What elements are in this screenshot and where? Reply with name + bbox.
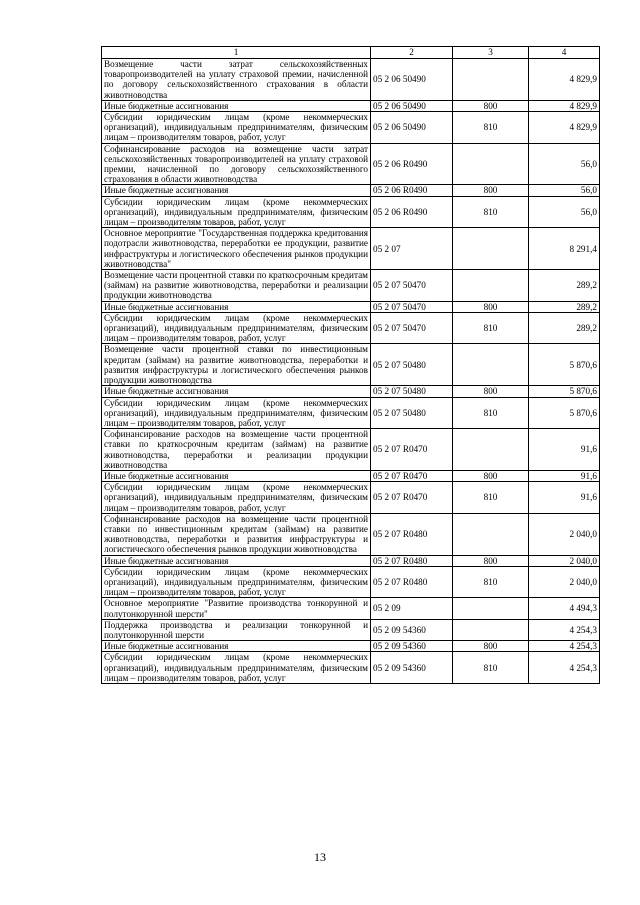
row-name: Субсидии юридическим лицам (кроме некоммерческих организаций), индивидуальным предпринимателям, физическим лицам – производителям товаров, работ, услуг [102, 397, 371, 429]
row-amount: 91,6 [529, 470, 600, 481]
row-code: 05 2 07 R0480 [371, 513, 453, 555]
row-name: Субсидии юридическим лицам (кроме некоммерческих организаций), индивидуальным предпринимателям, физическим лицам – производителям товаров, работ, услуг [102, 312, 371, 344]
row-code: 05 2 07 R0480 [371, 566, 453, 598]
row-code: 05 2 07 50470 [371, 312, 453, 344]
header-col-2: 2 [371, 47, 453, 59]
row-type: 810 [453, 566, 529, 598]
row-type: 800 [453, 555, 529, 566]
table-row [102, 386, 600, 397]
table-row [102, 344, 600, 386]
row-code: 05 2 06 50490 [371, 100, 453, 111]
row-amount: 4 254,3 [529, 641, 600, 652]
row-name: Иные бюджетные ассигнования [102, 386, 371, 397]
table-row [102, 196, 600, 228]
row-code: 05 2 07 R0470 [371, 470, 453, 481]
row-type: 810 [453, 112, 529, 144]
table-row [102, 619, 600, 640]
row-type [453, 598, 529, 619]
row-amount: 2 040,0 [529, 513, 600, 555]
header-row [102, 47, 600, 59]
row-amount: 4 829,9 [529, 112, 600, 144]
table-row [102, 100, 600, 111]
row-type [453, 59, 529, 101]
row-amount: 289,2 [529, 270, 600, 302]
table-row [102, 513, 600, 555]
table-row [102, 185, 600, 196]
table-row [102, 652, 600, 684]
row-amount: 91,6 [529, 429, 600, 471]
row-type: 810 [453, 482, 529, 514]
row-name: Софинансирование расходов на возмещение части затрат сельскохозяйственных товаропроизводителей на уплату страховой премии, начисленной по договору сельскохозяйственного страхования в области животноводства [102, 143, 371, 185]
row-code: 05 2 06 R0490 [371, 185, 453, 196]
row-code: 05 2 07 50470 [371, 301, 453, 312]
row-name: Возмещение части затрат сельскохозяйственных товаропроизводителей на уплату страховой премии, начисленной по договору сельскохозяйственного страхования в области животноводства [102, 59, 371, 101]
row-code: 05 2 07 50480 [371, 386, 453, 397]
row-amount: 56,0 [529, 143, 600, 185]
row-code: 05 2 07 [371, 228, 453, 270]
row-code: 05 2 07 50470 [371, 270, 453, 302]
table-row [102, 566, 600, 598]
row-type: 800 [453, 641, 529, 652]
row-code: 05 2 07 R0470 [371, 429, 453, 471]
table-row [102, 270, 600, 302]
row-amount: 4 254,3 [529, 619, 600, 640]
row-amount: 2 040,0 [529, 555, 600, 566]
table-body [102, 59, 600, 684]
row-amount: 91,6 [529, 482, 600, 514]
table-row [102, 397, 600, 429]
row-amount: 289,2 [529, 312, 600, 344]
table-row [102, 482, 600, 514]
table-row [102, 143, 600, 185]
table-row [102, 641, 600, 652]
row-type [453, 228, 529, 270]
row-name: Иные бюджетные ассигнования [102, 100, 371, 111]
row-type [453, 143, 529, 185]
row-amount: 4 829,9 [529, 100, 600, 111]
row-type: 810 [453, 196, 529, 228]
row-type: 800 [453, 301, 529, 312]
row-type: 810 [453, 312, 529, 344]
row-amount: 4 494,3 [529, 598, 600, 619]
row-type: 800 [453, 386, 529, 397]
row-type: 810 [453, 397, 529, 429]
row-name: Возмещение части процентной ставки по инвестиционным кредитам (займам) на развитие животноводства, переработки и развития инфраструктуры и логистического обеспечения рынков продукции животноводства [102, 344, 371, 386]
row-amount: 2 040,0 [529, 566, 600, 598]
table-row [102, 312, 600, 344]
row-code: 05 2 09 54360 [371, 652, 453, 684]
row-type [453, 270, 529, 302]
row-code: 05 2 06 50490 [371, 59, 453, 101]
row-amount: 5 870,6 [529, 344, 600, 386]
row-name: Возмещение части процентной ставки по краткосрочным кредитам (займам) на развитие животноводства, переработки и реализации продукции животноводства [102, 270, 371, 302]
row-name: Основное мероприятие "Развитие производства тонкорунной и полутонкорунной шерсти" [102, 598, 371, 619]
row-name: Иные бюджетные ассигнования [102, 641, 371, 652]
row-code: 05 2 06 50490 [371, 112, 453, 144]
row-amount: 56,0 [529, 196, 600, 228]
row-type: 800 [453, 100, 529, 111]
table-row [102, 429, 600, 471]
row-name: Субсидии юридическим лицам (кроме некоммерческих организаций), индивидуальным предпринимателям, физическим лицам – производителям товаров, работ, услуг [102, 652, 371, 684]
table-row [102, 555, 600, 566]
row-code: 05 2 07 50480 [371, 397, 453, 429]
header-col-3: 3 [453, 47, 529, 59]
table-row [102, 59, 600, 101]
table-row [102, 470, 600, 481]
row-code: 05 2 07 50480 [371, 344, 453, 386]
header-col-1: 1 [102, 47, 371, 59]
row-type [453, 513, 529, 555]
row-code: 05 2 06 R0490 [371, 143, 453, 185]
row-code: 05 2 06 R0490 [371, 196, 453, 228]
row-name: Поддержка производства и реализации тонкорунной и полутонкорунной шерсти [102, 619, 371, 640]
row-name: Иные бюджетные ассигнования [102, 185, 371, 196]
table-row [102, 112, 600, 144]
header-col-4: 4 [529, 47, 600, 59]
row-amount: 8 291,4 [529, 228, 600, 270]
row-amount: 5 870,6 [529, 397, 600, 429]
row-name: Субсидии юридическим лицам (кроме некоммерческих организаций), индивидуальным предпринимателям, физическим лицам – производителям товаров, работ, услуг [102, 112, 371, 144]
row-name: Иные бюджетные ассигнования [102, 301, 371, 312]
row-name: Софинансирование расходов на возмещение части процентной ставки по инвестиционным кредитам (займам) на развитие животноводства, переработки и развития инфраструктуры и логистического обеспечения рынков продукции животноводства [102, 513, 371, 555]
row-name: Иные бюджетные ассигнования [102, 555, 371, 566]
row-type: 800 [453, 470, 529, 481]
row-code: 05 2 09 54360 [371, 641, 453, 652]
row-name: Субсидии юридическим лицам (кроме некоммерческих организаций), индивидуальным предпринимателям, физическим лицам – производителям товаров, работ, услуг [102, 196, 371, 228]
row-name: Основное мероприятие "Государственная поддержка кредитования подотрасли животноводства, переработки ее продукции, развитие инфраструктуры и логистического обеспечения рынков продукции животноводства" [102, 228, 371, 270]
row-amount: 4 254,3 [529, 652, 600, 684]
budget-table [101, 46, 600, 684]
row-amount: 4 829,9 [529, 59, 600, 101]
row-type: 800 [453, 185, 529, 196]
page-number: 13 [314, 850, 326, 864]
row-amount: 5 870,6 [529, 386, 600, 397]
row-name: Софинансирование расходов на возмещение части процентной ставки по краткосрочным кредитам (займам) на развитие животноводства, переработки и реализации продукции животноводства [102, 429, 371, 471]
row-amount: 289,2 [529, 301, 600, 312]
row-name: Иные бюджетные ассигнования [102, 470, 371, 481]
row-name: Субсидии юридическим лицам (кроме некоммерческих организаций), индивидуальным предпринимателям, физическим лицам – производителям товаров, работ, услуг [102, 566, 371, 598]
row-type [453, 429, 529, 471]
row-type [453, 619, 529, 640]
row-code: 05 2 09 54360 [371, 619, 453, 640]
row-code: 05 2 07 R0470 [371, 482, 453, 514]
table-row [102, 301, 600, 312]
row-name: Субсидии юридическим лицам (кроме некоммерческих организаций), индивидуальным предпринимателям, физическим лицам – производителям товаров, работ, услуг [102, 482, 371, 514]
row-code: 05 2 07 R0480 [371, 555, 453, 566]
row-code: 05 2 09 [371, 598, 453, 619]
row-type: 810 [453, 652, 529, 684]
table-row [102, 598, 600, 619]
table-row [102, 228, 600, 270]
row-type [453, 344, 529, 386]
row-amount: 56,0 [529, 185, 600, 196]
